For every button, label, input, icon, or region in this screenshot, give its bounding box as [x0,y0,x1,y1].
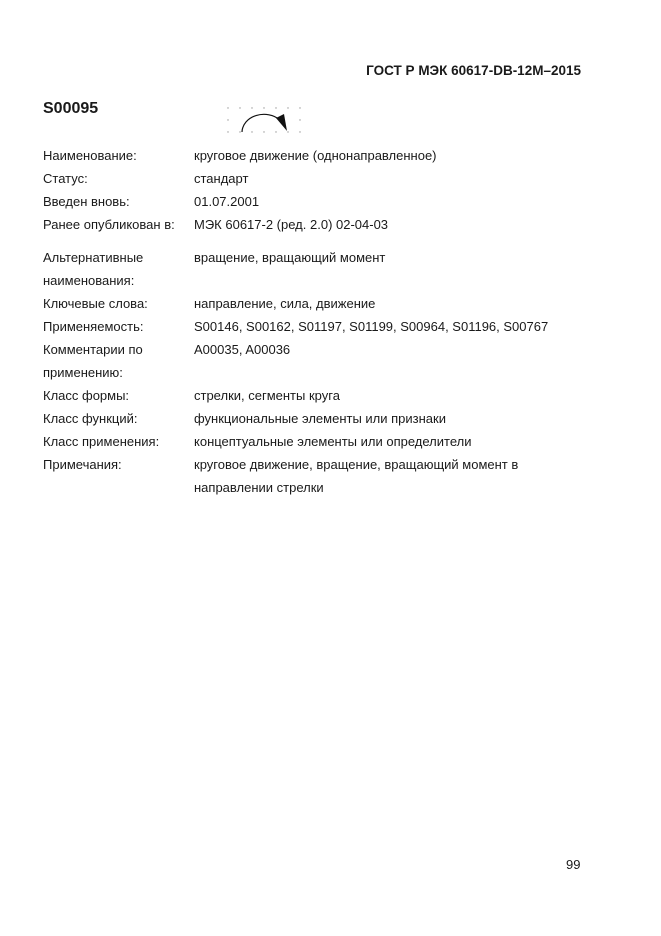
field-label: Класс применения: [43,434,160,449]
field-row-name [43,144,563,167]
field-row-function-class [43,407,563,430]
field-value: вращение, вращающий момент [194,250,386,265]
field-label: Наименование: [43,148,137,163]
field-row-introduced [43,190,563,213]
field-list [43,144,563,499]
field-label: Класс формы: [43,388,130,403]
field-value: МЭК 60617-2 (ред. 2.0) 02-04-03 [194,217,389,232]
document-header: ГОСТ Р МЭК 60617-DB-12M–2015 [366,63,581,78]
field-row-shape-class [43,384,563,407]
field-value: круговое движение, вращение, вращающий момент в направлении стрелки [194,457,519,495]
field-row-applicability [43,315,563,338]
field-label: Альтернативные наименования: [43,250,144,288]
field-value: S00146, S00162, S01197, S01199, S00964, S01196, S00767 [194,319,549,334]
field-row-previously-published [43,213,563,236]
field-value: A00035, A00036 [194,342,291,357]
symbol-code: S00095 [43,100,99,117]
field-row-keywords [43,292,563,315]
field-label: Класс функций: [43,411,138,426]
field-label: Ключевые слова: [43,296,148,311]
page-number: 99 [566,857,581,872]
curved-arrow-clockwise-icon [224,104,308,136]
field-value: концептуальные элементы или определители [194,434,472,449]
field-label: Статус: [43,171,88,186]
field-value: стандарт [194,171,249,186]
field-label: Применяемость: [43,319,144,334]
field-label: Примечания: [43,457,122,472]
field-value: 01.07.2001 [194,194,260,209]
field-label: Комментарии по применению: [43,342,143,380]
field-value: направление, сила, движение [194,296,376,311]
field-row-notes [43,453,563,499]
field-label: Ранее опубликован в: [43,217,175,232]
field-label: Введен вновь: [43,194,130,209]
field-row-alternative-names [43,246,563,292]
field-row-status [43,167,563,190]
field-row-application-notes [43,338,563,384]
field-value: стрелки, сегменты круга [194,388,340,403]
field-value: функциональные элементы или признаки [194,411,446,426]
field-row-application-class [43,430,563,453]
field-value: круговое движение (однонаправленное) [194,148,437,163]
